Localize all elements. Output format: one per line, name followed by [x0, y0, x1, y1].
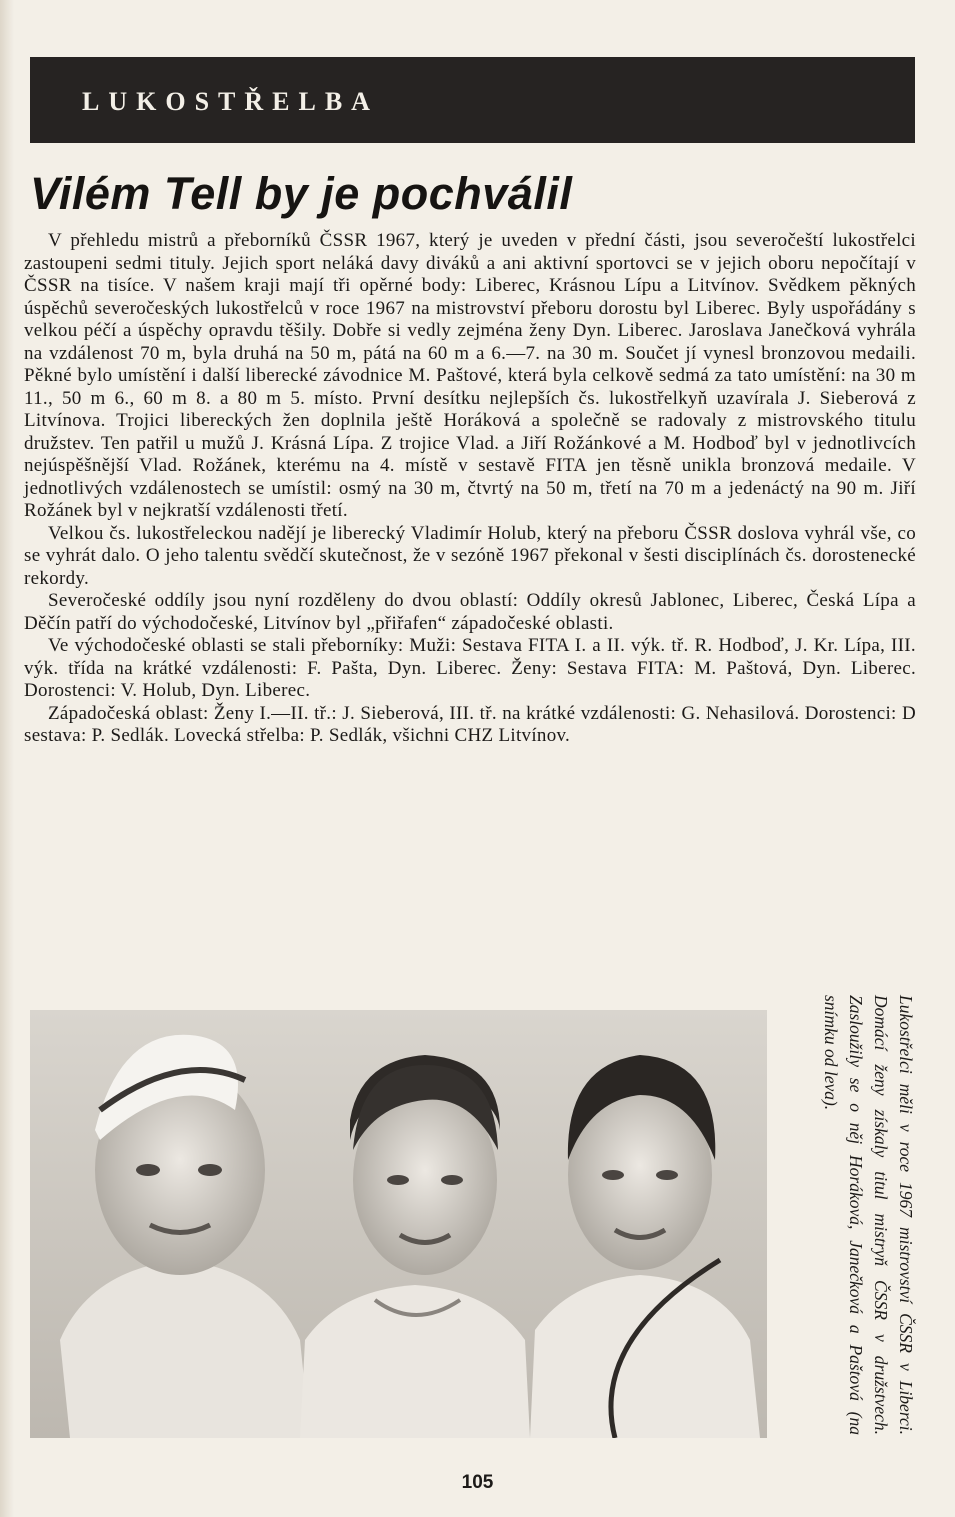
archers-photo [30, 1010, 767, 1438]
page-number: 105 [461, 1472, 494, 1493]
section-header-band [30, 57, 915, 143]
section-title: LUKOSTŘELBA [82, 87, 379, 116]
article-paragraph: Západočeská oblast: Ženy I.—II. tř.: J. Sieberová, III. tř. na krátké vzdálenosti: G. Nehasilová. Dorostenci: D sestava: P. Sedlák. Lovecká střelba: P. Sedlák, všichni CHZ Litvínov. [24, 702, 916, 746]
article-title: Vilém Tell by je pochválil [30, 168, 573, 219]
article-paragraph: Ve východočeské oblasti se stali přeborníky: Muži: Sestava FITA I. a II. výk. tř. R. Hodboď, J. Kr. Lípa, III. výk. třída na krátké vzdálenosti: F. Pašta, Dyn. Liberec. Ženy: Sestava FITA: M. Paštová, Dyn. Liberec. Dorostenci: V. Holub, Dyn. Liberec. [24, 635, 916, 701]
archers-photo-illustration [30, 1010, 767, 1438]
article-paragraph: V přehledu mistrů a přeborníků ČSSR 1967, který je uveden v přední části, jsou severočeští lukostřelci zastoupeni sedmi tituly. Jejich sport neláká davy diváků a ani aktivní sportovci se v jejich oboru nepočítají v ČSSR na tisíce. V našem kraji mají tři opěrné body: Liberec, Krásnou Lípu a Litvínov. Svědkem pěkných úspěchů severočeských lukostřelců v roce 1967 na mistrovství přeboru dorostu byl Liberec. Byly uspořádány s velkou péčí a úspěchy opravdu těšily. Dobře si vedly zejména ženy Dyn. Liberec. Jaroslava Janečková vyhrála na vzdálenost 70 m, byla druhá na 50 m, pátá na 60 m a 6.—7. na 30 m. Součet jí vynesl bronzovou medaili. Pěkné bylo umístění i další liberecké závodnice M. Paštové, která byla celkově sedmá za tato umístění: na 30 m 11., 50 m 6., 60 m 8. a 80 m 5. místo. První desítku nejlepších čs. lukostřelkyň uzavírala J. Sieberová z Litvínova. Trojici libereckých žen doplnila ještě Horáková a společně se radovaly z mistrovského titulu družstev. Ten patřil u mužů J. Krásná Lípa. Z trojice Vlad. a Jiří Rožánkové a M. Hodboď byl v jednotlivcích nejúspěšnější Vlad. Rožánek, kterému na 4. místě v sestavě FITA jen těsně unikla bronzová medaile. V jednotlivých vzdálenostech se umístil: osmý na 30 m, čtvrtý na 50 m, třetí na 70 m a jedenáctý na 90 m. Jiří Rožánek byl v nejkratší vzdálenosti třetí. [24, 230, 916, 521]
article-paragraph: Severočeské oddíly jsou nyní rozděleny do dvou oblastí: Oddíly okresů Jablonec, Liberec, Česká Lípa a Děčín patří do východočeské, Litvínov byl „přiřafen“ západočeské oblasti. [24, 590, 916, 634]
photo-caption: Lukostřelci měli v roce 1967 mistrovství ČSSR v Liberci. Domácí ženy získaly titul mistryň ČSSR v družstvech. Zasloužily se o něj Horáková, Janečková a Paštová (na snímku od leva). [821, 995, 916, 1435]
page-binding-edge [0, 0, 14, 1517]
photo-caption-wrap [783, 995, 918, 1435]
article-body [24, 230, 916, 748]
article-paragraph: Velkou čs. lukostřeleckou nadějí je liberecký Vladimír Holub, který na přeboru ČSSR doslova vyhrál vše, co se vyhrát dalo. O jeho talentu svědčí skutečnost, že v sezóně 1967 překonal v šesti disciplínách čs. dorostenecké rekordy. [24, 522, 916, 589]
